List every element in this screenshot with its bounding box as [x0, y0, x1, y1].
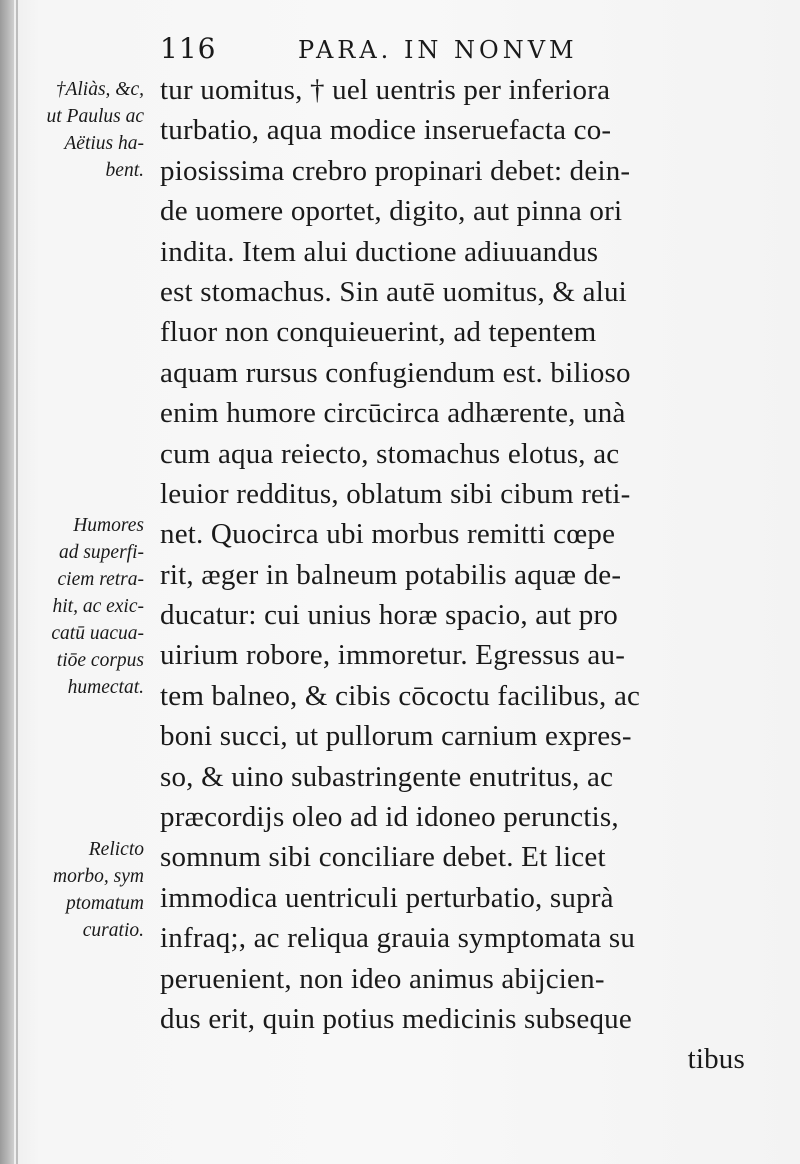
- margin-note-line: curatio.: [82, 920, 144, 941]
- text-line: immodica uentriculi perturbatio, suprà: [160, 881, 614, 914]
- margin-note-relicto: [53, 836, 144, 944]
- text-line: dus erit, quin potius medicinis subseque: [160, 1002, 632, 1035]
- text-line: infraq;, ac reliqua grauia symptomata su: [160, 922, 636, 955]
- margin-note-line: ut Paulus ac: [46, 106, 144, 127]
- text-line: præcordijs oleo ad id idoneo perunctis,: [160, 801, 619, 834]
- text-line: de uomere oportet, digito, aut pinna ori: [160, 195, 623, 228]
- bleed-through-left: [22, 410, 117, 480]
- page-gutter: [0, 0, 14, 1164]
- text-line: net. Quocirca ubi morbus remitti cœpe: [160, 518, 616, 551]
- margin-note-humores: [51, 512, 144, 701]
- margin-note-line: tiōe corpus: [56, 650, 144, 671]
- text-line: so, & uino subastringente enutritus, ac: [160, 760, 614, 793]
- margin-note-line: ciem retra-: [57, 569, 144, 590]
- text-line: peruenient, non ideo animus abijcien-: [160, 962, 605, 995]
- text-line: turbatio, aqua modice inseruefacta co-: [160, 114, 612, 147]
- text-line: somnum sibi conciliare debet. Et licet: [160, 841, 606, 874]
- text-line: ducatur: cui unius horæ spacio, aut pro: [160, 599, 619, 632]
- margin-note-line: ptomatum: [66, 893, 144, 914]
- text-line: uirium robore, immoretur. Egressus au-: [160, 639, 626, 672]
- margin-note-line: bent.: [105, 160, 144, 181]
- text-line: est stomachus. Sin autē uomitus, & alui: [160, 275, 627, 308]
- margin-note-line: morbo, sym: [53, 866, 144, 887]
- text-line: indita. Item alui ductione adiuuandus: [160, 235, 599, 268]
- text-line: aquam rursus confugiendum est. bilioso: [160, 356, 631, 389]
- text-line: boni succi, ut pullorum carnium expres-: [160, 720, 632, 753]
- page-number: 116: [160, 32, 217, 65]
- text-line: tem balneo, & cibis cōcoctu facilibus, ac: [160, 679, 641, 712]
- margin-note-line: Humores: [73, 515, 144, 536]
- text-line: piosissima crebro propinari debet: dein-: [160, 154, 631, 187]
- running-head: PARA. IN NONVM: [298, 36, 578, 64]
- text-line: cum aqua reiecto, stomachus elotus, ac: [160, 437, 620, 470]
- margin-note-line: hit, ac exic-: [52, 596, 144, 617]
- margin-note-line: Relicto: [88, 839, 144, 860]
- margin-note-alias: [47, 76, 145, 184]
- page-header: [160, 32, 760, 70]
- text-line: enim humore circūcirca adhærente, unà: [160, 397, 626, 430]
- margin-note-line: catū uacua-: [51, 623, 144, 644]
- catchword: tibus: [687, 1043, 745, 1076]
- text-line: rit, æger in balneum potabilis aquæ de-: [160, 558, 622, 591]
- margin-note-line: †Aliàs, &c,: [55, 79, 144, 100]
- margin-note-line: ad superfi-: [58, 542, 144, 563]
- gutter-edge: [16, 0, 18, 1164]
- margin-note-line: humectat.: [67, 677, 144, 698]
- text-line: tur uomitus, † uel uentris per inferiora: [160, 74, 611, 106]
- text-line: leuior redditus, oblatum sibi cibum reti-: [160, 477, 631, 510]
- margin-note-line: Aëtius ha-: [64, 133, 144, 154]
- text-line: fluor non conquieuerint, ad tepentem: [160, 316, 597, 349]
- main-text-block: [160, 70, 760, 1080]
